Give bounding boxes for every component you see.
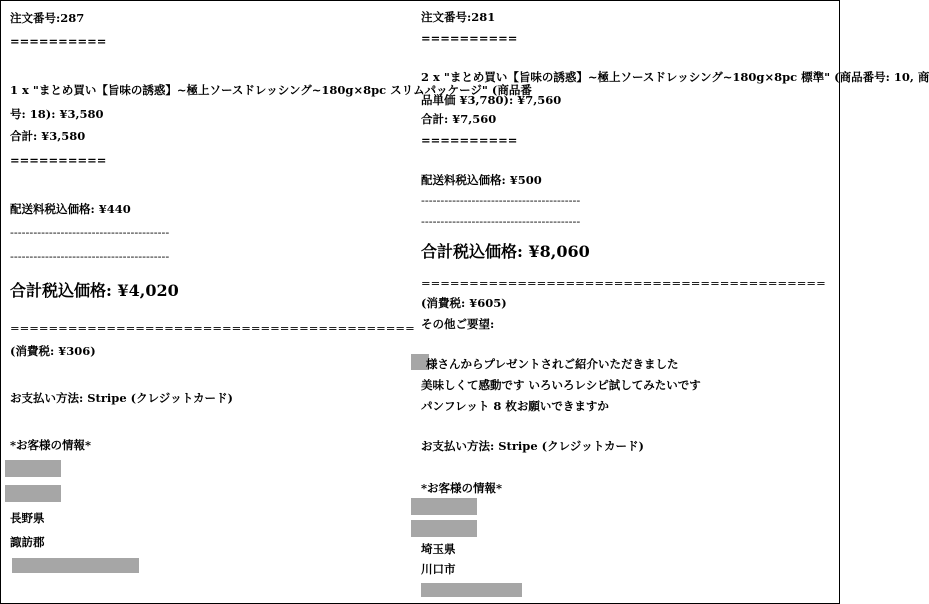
tax: (消費税: ¥306)	[10, 344, 96, 358]
subtotal: 合計: ¥7,560	[421, 112, 497, 126]
separator: ==========	[10, 34, 107, 48]
redacted-name	[411, 498, 477, 515]
other-requests-label: その他ご要望:	[421, 317, 495, 331]
separator: ==========================================	[421, 276, 826, 290]
payment-method: お支払い方法: Stripe (クレジットカード)	[10, 391, 233, 405]
dash-separator: -----------------------------------------	[10, 225, 170, 239]
grand-total: 合計税込価格: ¥8,060	[421, 242, 590, 261]
separator: ==========	[421, 31, 518, 45]
item-line-cont: 品単価 ¥3,780): ¥7,560	[421, 93, 562, 107]
redacted-address	[12, 558, 139, 573]
item-line: 2 x "まとめ買い【旨味の誘惑】~極上ソースドレッシング~180g×8pc 標準" (商品番号: 10, 商	[421, 70, 929, 84]
message-line: 美味しくて感動です いろいろレシピ試してみたいです	[421, 378, 701, 392]
item-line-cont: 号: 18): ¥3,580	[10, 107, 104, 121]
dash-separator: -----------------------------------------	[421, 193, 581, 207]
tax: (消費税: ¥605)	[421, 296, 507, 310]
grand-total: 合計税込価格: ¥4,020	[10, 281, 179, 300]
dash-separator: -----------------------------------------	[10, 249, 170, 263]
separator: ==========	[10, 153, 107, 167]
redacted-postal	[5, 485, 61, 502]
city: 川口市	[421, 562, 456, 576]
redacted-address	[421, 583, 522, 597]
dash-separator: -----------------------------------------	[421, 214, 581, 228]
customer-info-heading: *お客様の情報*	[421, 481, 503, 495]
separator: ==========================================	[10, 321, 415, 335]
shipping-price: 配送料税込価格: ¥500	[421, 173, 542, 187]
separator: ==========	[421, 133, 518, 147]
prefecture: 長野県	[10, 511, 45, 525]
order-number: 注文番号:281	[421, 10, 496, 24]
item-line: 1 x "まとめ買い【旨味の誘惑】~極上ソースドレッシング~180g×8pc スリムパッケージ" (商品番	[10, 83, 532, 97]
payment-method: お支払い方法: Stripe (クレジットカード)	[421, 439, 644, 453]
shipping-price: 配送料税込価格: ¥440	[10, 202, 131, 216]
order-number: 注文番号:287	[10, 11, 85, 25]
customer-info-heading: *お客様の情報*	[10, 438, 92, 452]
district: 諏訪郡	[10, 535, 45, 549]
redacted-name	[5, 460, 61, 477]
prefecture: 埼玉県	[421, 542, 456, 556]
message-line: パンフレット 8 枚お願いできますか	[421, 399, 609, 413]
message-line: 様さんからプレゼントされご紹介いただきました	[426, 357, 679, 371]
redacted-postal	[411, 520, 477, 537]
subtotal: 合計: ¥3,580	[10, 129, 86, 143]
